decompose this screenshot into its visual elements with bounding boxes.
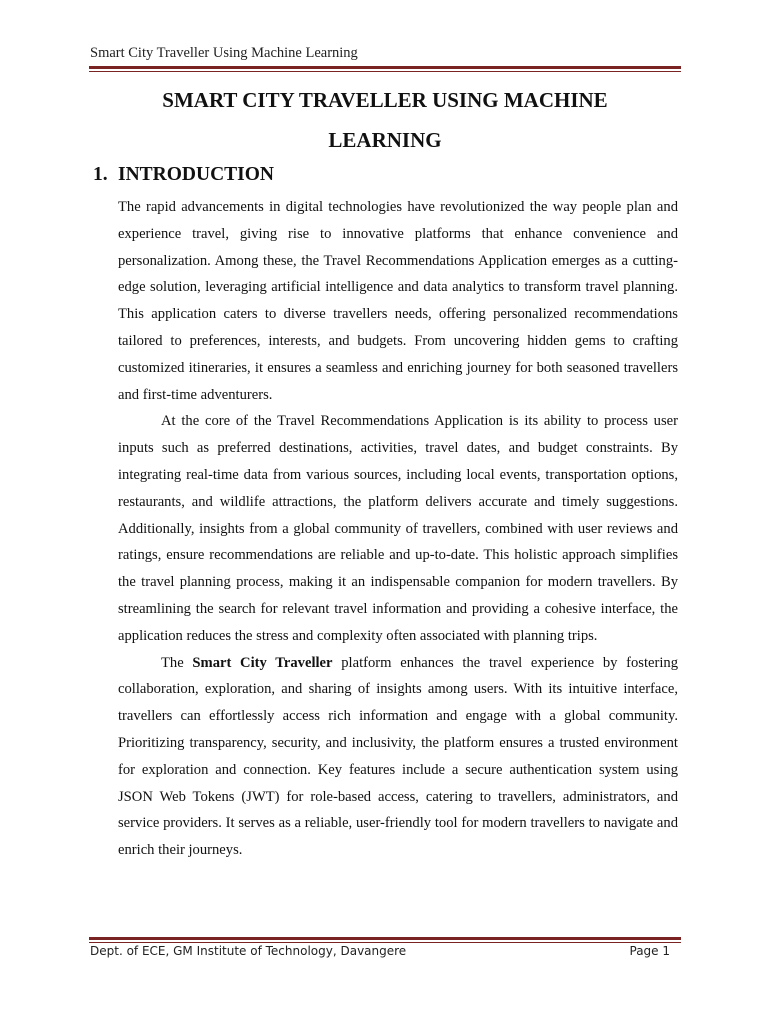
paragraph-3 [118,650,678,864]
title-line-1: SMART CITY TRAVELLER USING MACHINE [162,88,608,112]
paragraph-2: At the core of the Travel Recommendations Application is its ability to process user inputs such as preferred destinations, activities, travel dates, and budget constraints. By integrating real-time data from various sources, including local events, transportation options, restaurants, and wildlife attractions, the platform delivers accurate and timely suggestions. Additionally, insights from a global community of travellers, combined with user reviews and ratings, ensure recommendations are reliable and up-to-date. This holistic approach simplifies the travel planning process, making it an indispensable companion for modern travellers. By streamlining the search for relevant travel information and providing a cohesive interface, the application reduces the stress and complexity often associated with planning trips. [118,413,678,644]
header-rule-thin [89,71,681,72]
document-title [90,80,680,160]
footer-rule-thin [89,942,681,943]
footer-department: Dept. of ECE, GM Institute of Technology, Davangere [90,944,407,958]
body-text [118,194,678,864]
running-header: Smart City Traveller Using Machine Learning [90,45,358,61]
header-rule-thick [89,66,681,69]
paragraph-3-bold: Smart City Traveller [192,654,333,671]
paragraph-1: The rapid advancements in digital technologies have revolutionized the way people plan and experience travel, giving rise to innovative platforms that enhance convenience and personalization. Among these, the Travel Recommendations Application emerges as a cutting- edge solution, leveraging artificial intelligence and data analytics to transform travel planning. This application caters to diverse travellers needs, offering personalized recommendations tailored to preferences, interests, and budgets. From uncovering hidden gems to crafting customized itineraries, it ensures a seamless and enriching journey for both seasoned travellers and first-time adventurers. [118,199,678,403]
title-line-2: LEARNING [328,128,442,152]
page-number: Page 1 [629,944,670,958]
paragraph-3-rest: platform enhances the travel experience by fostering collaboration, exploration, and sharing of insights among users. With its intuitive interface, travellers can effortlessly access rich information and engage with a global community. Prioritizing transparency, security, and inclusivity, the platform ensures a trusted environment for exploration and connection. Key features include a secure authentication system using JSON Web Tokens (JWT) for role-based access, catering to travellers, administrators, and service providers. It serves as a reliable, user-friendly tool for modern travellers to navigate and enrich their journeys. [118,654,679,859]
section-title: INTRODUCTION [118,164,275,185]
footer-rule-thick [89,937,681,940]
section-number: 1. [93,164,108,185]
paragraph-3-lead: The [161,654,193,671]
section-heading [93,161,274,189]
